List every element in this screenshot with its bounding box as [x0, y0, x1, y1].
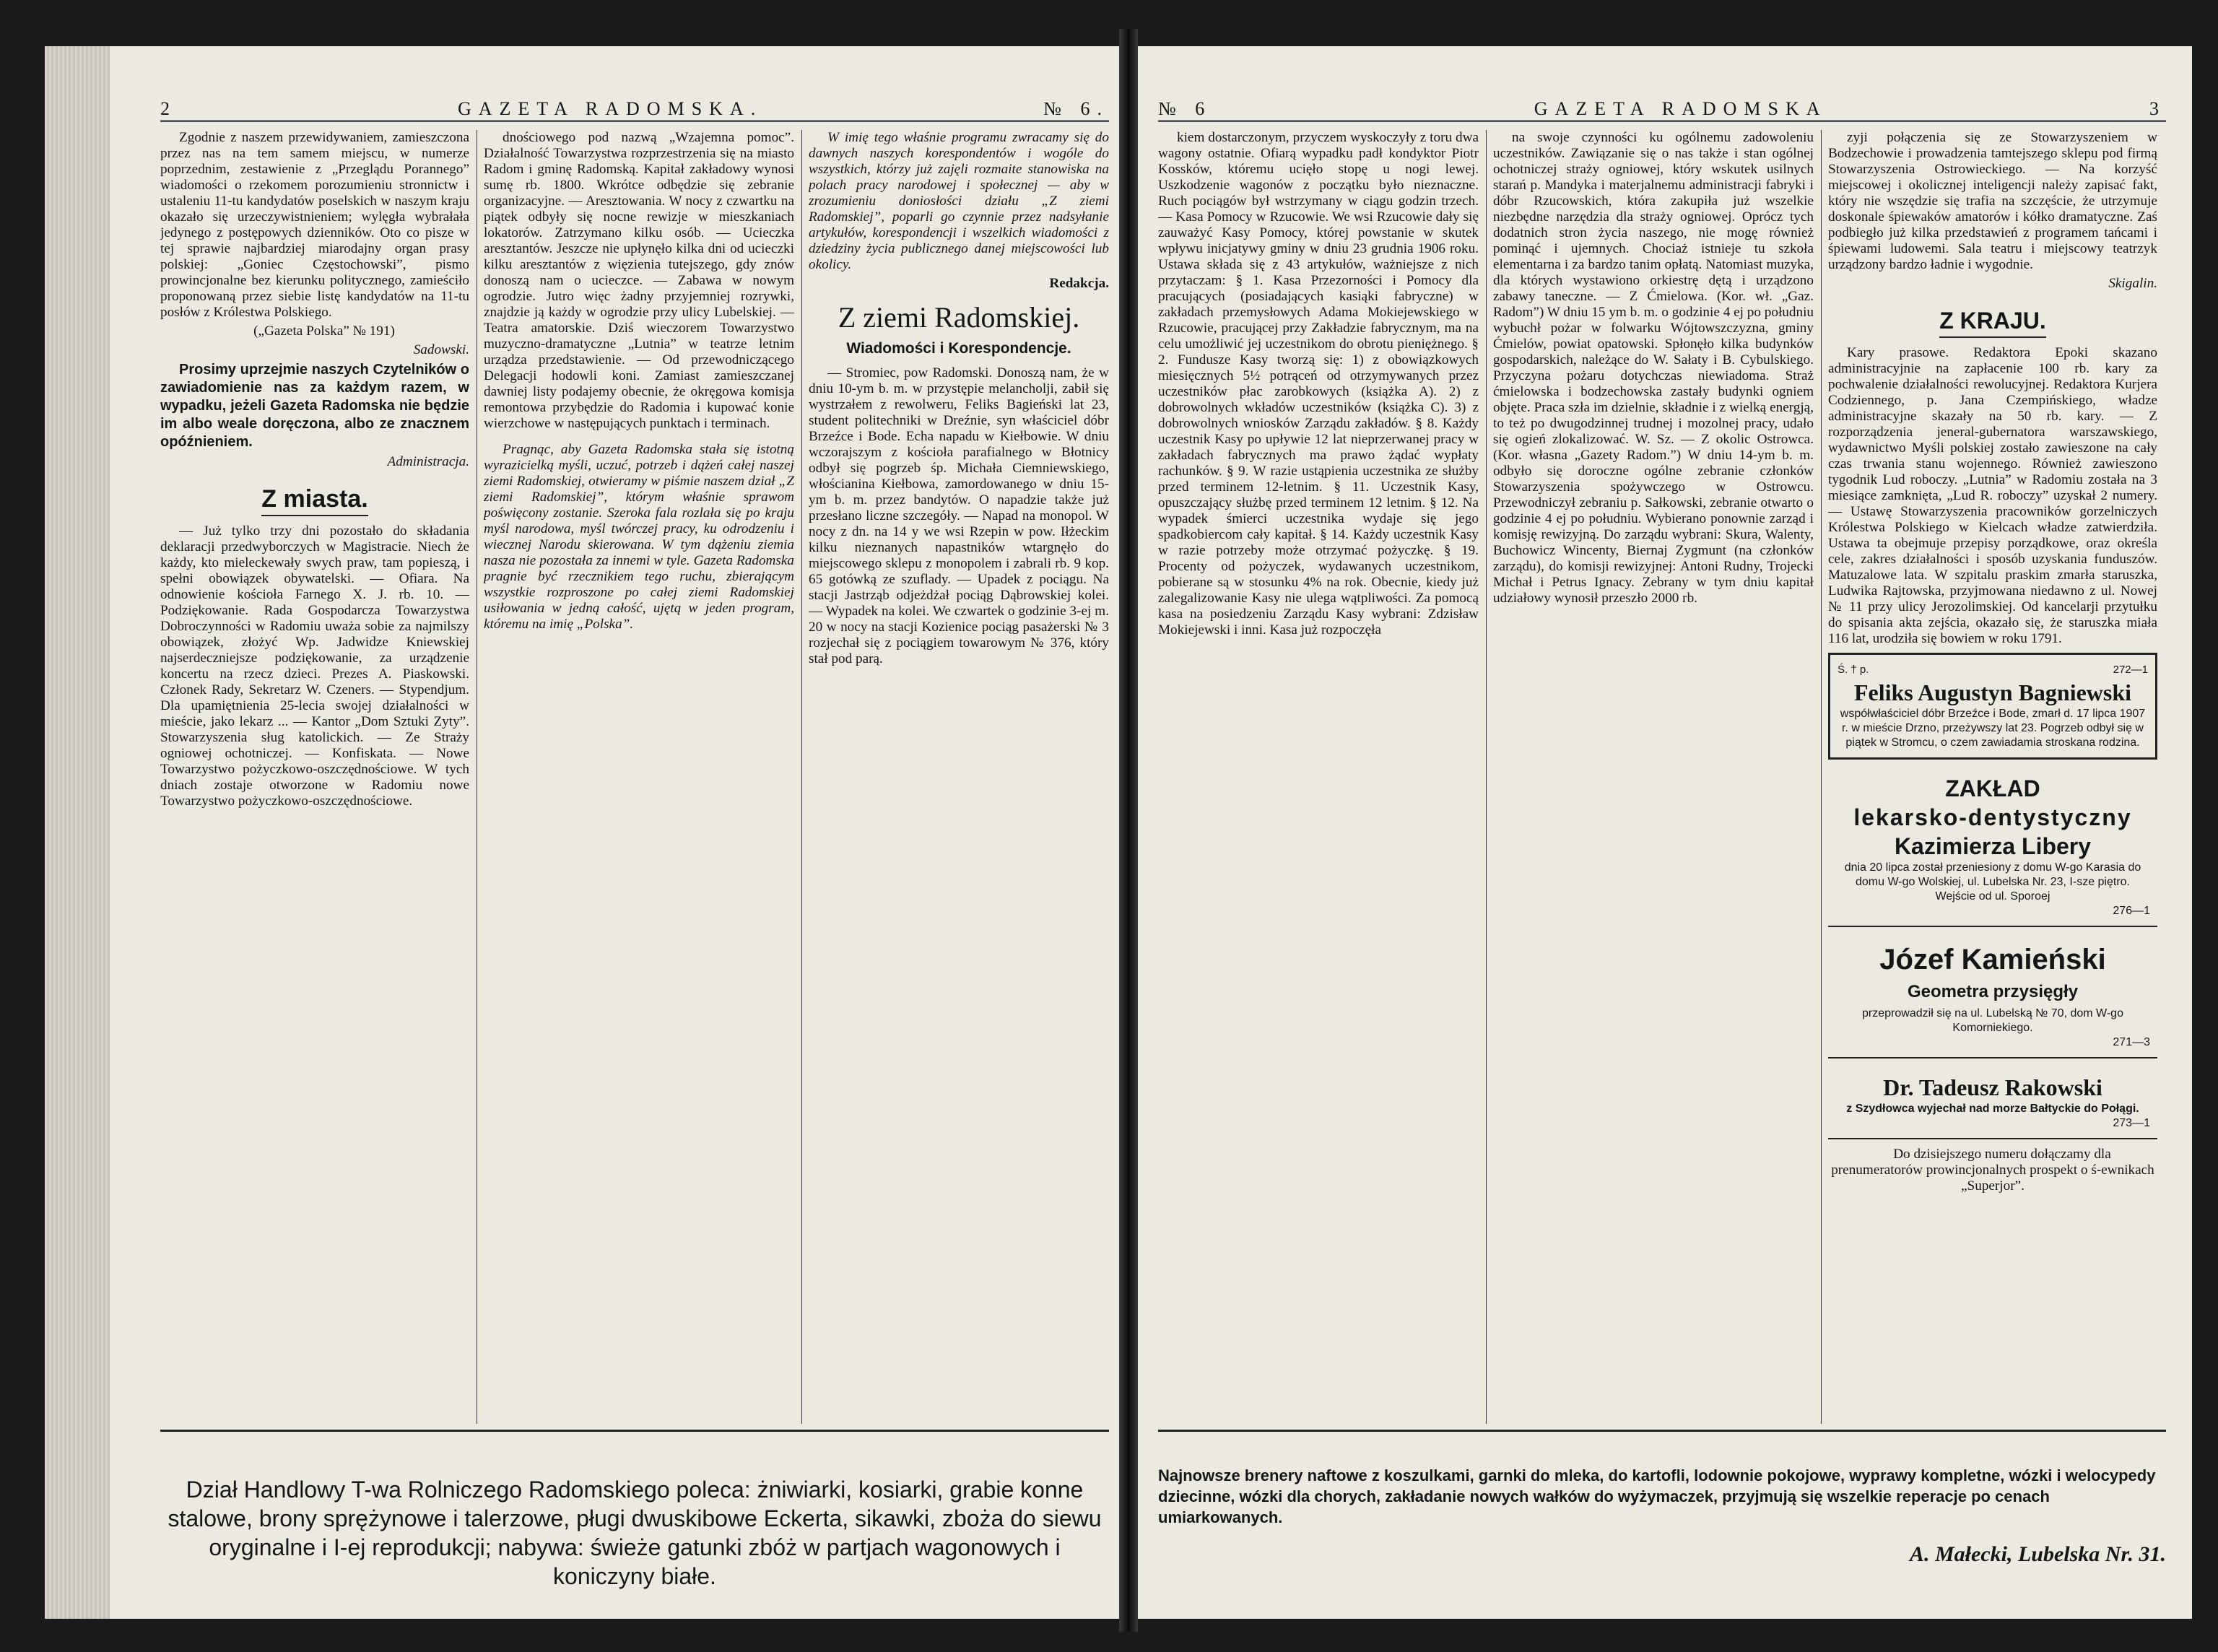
masthead: GAZETA RADOMSKA.	[457, 98, 763, 119]
supplement-note: Do dzisiejszego numeru dołączamy dla prenumeratorów prowincjonalnych prospekt o ś-ewnikach „Superjor”.	[1831, 1147, 2154, 1194]
ad-dentist-number: 276—1	[2113, 905, 2150, 917]
left-column-2	[484, 130, 794, 1424]
advertisement-malecki	[1158, 1430, 2166, 1565]
right-column-1	[1158, 130, 1479, 1424]
right-page	[1138, 46, 2192, 1619]
article-ostrowiec: zyji połączenia się ze Stowarzyszeniem w Bodzechowie i prowadzenia tamtejszego sklepu pod firmą Stowarzyszenia Ostrowieckiego. — Na korzyść miejscowej i okolicznej inteligencji należy zapisać fakt, który nie wszędzie się trafia na szczęście, że utrzymuje doskonale śpiewaków amatorów i kółko dramatyczne. Zaś podbiegło już kilka przedstawień z programem tańcami i śpiewami ludowemi. Sala teatru i miejscowy teatrzyk urządzony bardzo ładnie i wygodnie.	[1828, 130, 2157, 272]
article-local-news: dnościowego pod nazwą „Wzajemna pomoc”. Działalność Towarzystwa rozprzestrzenia się na miasto Radom i gminę Radomską. Kapitał zakładowy wynosi sumę rb. 1800. Wkrótce odbędzie się zebranie organizacyjne. — Aresztowania. W nocy z czwartku na piątek odbyły się nocne rewizje w mieszkaniach lokatorów. Zatrzymano kilku osób. — Ucieczka aresztantów. Jeszcze nie upłynęło kilka dni od ucieczki kilku aresztantów z więzienia tutejszego, gdy znów donoszą nam o ucieczce. — Zabawa w nowym ogrodzie. Jutro więc żadny przyjemniej rozrywki, znajdzie ją każdy w ogrodzie przy ulicy Lubelskiej. — Teatra amatorskie. Dziś wieczorem Towarzystwo muzyczno-dramatyczne „Lutnia” w teatrze letnim urządza przedstawienie. — Od przewodniczącego Delegacji hodowli koni. Zamiast zamieszczanej dawniej listy podajemy obecnie, że okręgowa komisja remontowa przybędzie do Radomia i kupować konie wierzchowe w następujących punktach i terminach.	[484, 130, 794, 431]
issue-number: № 6	[1158, 98, 1212, 119]
right-column-2	[1493, 130, 1814, 1424]
advertisement-signature: A. Małecki, Lubelska Nr. 31.	[1909, 1542, 2166, 1566]
page-number: 3	[2149, 98, 2166, 119]
column-divider	[801, 130, 802, 1424]
left-page-header	[160, 91, 1109, 122]
section-heading-z-kraju: Z KRAJU.	[1939, 305, 2046, 338]
ad-dentist-subtitle: lekarsko-dentystyczny	[1853, 804, 2132, 830]
editorial-signature: Redakcja.	[1049, 276, 1109, 291]
section-heading-z-miasta: Z miasta.	[261, 483, 368, 516]
ad-dentist-text: dnia 20 lipca został przeniesiony z domu W-go Karasia do domu W-go Wolskiej, ul. Lubelska Nr. 23, I-sze piętro. Wejście od ul. Sporoej	[1844, 861, 2141, 903]
page-edge-strip	[45, 46, 110, 1619]
left-column-1	[160, 130, 469, 1424]
obituary-text: współwłaściciel dóbr Brzeźce i Bode, zmarł d. 17 lipca 1907 r. w mieście Drzno, przeżywszy lat 23. Pogrzeb odbył się w piątek w Stromcu, o czem zawiadamia stroskana rodzina.	[1840, 708, 2146, 749]
obituary-prefix: Ś. † p.	[1838, 664, 1869, 676]
column-divider	[1821, 130, 1822, 1424]
ad-doctor-text: z Szydłowca wyjechał nad morze Bałtyckie do Połągi.	[1846, 1103, 2139, 1115]
subscriber-notice: Prosimy uprzejmie naszych Czytelników o zawiadomienie nas za każdym razem, w wypadku, jeżeli Gazeta Radomska nie będzie im albo weale doręczona, albo ze znacznem opóźnieniem.	[160, 362, 469, 450]
ad-geometer-name: Józef Kamieński	[1879, 944, 2106, 975]
ad-dentist-title: ZAKŁAD	[1945, 775, 2040, 801]
right-column-3	[1828, 130, 2157, 1424]
advertisement-dzial-handlowy	[160, 1430, 1109, 1591]
ad-doctor-number: 273—1	[2113, 1117, 2150, 1129]
notice-signature: Administracja.	[387, 454, 469, 469]
ad-doctor	[1828, 1066, 2157, 1139]
left-column-3	[809, 130, 1109, 1424]
article-correspondence-2: na swoje czynności ku ogólnemu zadowoleniu uczestników. Zawiązanie się o nas także i stan ogólnej ochotniczej straży ogniowej, który wskutek usilnych starań p. Mandyka i materjalnemu administracji fabryki i dóbr Rzucowskich, która zakupiła już wszelkie niezbędne narzędzia dla straży ogniowej. Oprócz tych dodatnich stron życia naszego, nie mogę również pominąć i ujemnych. Chociaż istnieje tu szkoła elementarna i za bardzo tanim opłatą. Natomiast muzyka, dla których wystawiono orkiestrę dętą i urządzono zabawy taneczne. — Z Ćmielowa. (Kor. wł. „Gaz. Radom”) W dniu 15 ym b. m. o godzinie 4 ej po południu wybuchł pożar w folwarku Wójtowszczyzna, gminy Ćmielów, powiat opatowski. Spłonęło kilka budynków gospodarskich, należące do W. Sałaty i B. Cybulskiego. Przyczyna pożaru dotychczas niewiadoma. Straż ćmielowska i bodzechowska zastały budynki ogniem objęte. Praca szła im dzielnie, składnie i z wielką energją, to też po dwugodzinnej trudnej i mozolnej pracy, udało się ogień zlokalizować. W. Sz. — Z okolic Ostrowca. (Kor. własna „Gazety Radom.”) W dniu 14-ym b. m. odbyło się doroczne ogólne zebranie członków Stowarzyszenia spożywczego w Ostrowcu. Przewodniczył zebraniu p. Sałkowski, zebranie otwarto o godzinie 4 ej po południu. Wybierano ponownie zarząd i komisję rewizyjną. Do zarządu wybrani: Skura, Walenty, Buchowicz Wincenty, Biernaj Zygmunt (na członków zarządu), do komisji rewizyjnej: Antoni Rudny, Trojecki Michał i Petrus Ignacy. Zebrany w tym dniu kapitał udziałowy wynosił przeszło 2000 rb.	[1493, 130, 1814, 606]
ad-dentist-name: Kazimierza Libery	[1894, 833, 2092, 859]
editorial-appeal: Pragnąc, aby Gazeta Radomska stała się istotną wyrazicielką myśli, uczuć, potrzeb i dążeń całej naszej ziemi Radomskiej, otwieramy w piśmie naszem dział „Z ziemi Radomskiej”, którym właśnie sprawom poświęcony zostanie. Szeroka fala rozlała się po kraju myśl narodowa, myśl twórczej pracy, ku odrodzeniu i wiecznej Narodu skierowana. W tym dążeniu ziemia nasza nie pozostała za innemi w tyle. Gazeta Radomska pragnie być rzecznikiem tego ruchu, zbierającym wszystkie rozproszone po całej ziemi Radomskiej usiłowania w jedną całość, ujętą w jeden program, któremu na imię „Polska”.	[484, 442, 794, 632]
advertisement-text: Najnowsze brenery naftowe z koszulkami, garnki do mleka, do kartofli, lodownie pokojowe, wyprawy kompletne, wózki i welocypedy dziecinne, wózki dla chorych, zakładanie nowych wałków do wyżymaczek, przyjmują się wszelkie reperacje po cenach umiarkowanych.	[1158, 1466, 2156, 1526]
ad-doctor-name: Dr. Tadeusz Rakowski	[1883, 1074, 2102, 1100]
editorial-intro: W imię tego właśnie programu zwracamy się do dawnych naszych korespondentów i wogóle do wszystkich, którzy już zajęli rozmaite stanowiska na polach pracy narodowej i społecznej — aby w zrozumieniu doniosłości działu „Z ziemi Radomskiej”, poparli go czynnie przez nadsyłanie artykułów, korespondencji i wszelkich wiadomości z dziedziny życia publicznego danej miejscowości lub okolicy.	[809, 130, 1109, 272]
section-subheading: Wiadomości i Korespondencje.	[846, 340, 1071, 357]
ad-geometer-text: przeprowadził się na ul. Lubelską № 70, dom W-go Komorniekiego.	[1862, 1007, 2123, 1034]
ad-geometer-number: 271—3	[2113, 1036, 2150, 1048]
advertisement-text: Dział Handlowy T-wa Rolniczego Radomskiego poleca: żniwiarki, kosiarki, grabie konne stalowe, brony sprężynowe i talerzowe, pługi dwuskibowe Eckerta, sikawki, zboża do siewu oryginalne i I-ej reprodukcji; nabywa: świeże gatunki zbóż w partjach wagonowych i koniczyny białe.	[168, 1477, 1102, 1589]
ad-dentist	[1828, 767, 2157, 927]
article-prasa: Zgodnie z naszem przewidywaniem, zamieszczona przez nas na tem samem miejscu, w numerze poprzednim, zestawienie z „Przeglądu Porannego” wiadomości o rzekomem porozumieniu stronnictw i ustaleniu 11-tu kandydatów poselskich w naszym kraju okazało się urzeczywistnieniem; wylęgła wybrałała jedynego z postępowych dzienników. Oto co pisze w tej sprawie najbardziej miarodajny organ prasy polskiej: „Goniec Częstochowski”, pismo prowincjonalne bez kierunku politycznego, zamieściło proponowaną przez siebie listę kandydatów na 11-tu posłów z Królestwa Polskiego.	[160, 130, 469, 320]
quote-signature: Sadowski.	[413, 342, 469, 357]
ad-geometer	[1828, 934, 2157, 1058]
obituary-name: Feliks Augustyn Bagniewski	[1853, 679, 2132, 705]
quote-reference: („Gazeta Polska” № 191)	[253, 323, 395, 339]
obituary-number: 272—1	[2113, 664, 2148, 676]
obituary-box	[1828, 653, 2157, 760]
left-page	[45, 46, 1119, 1619]
article-z-miasta: — Już tylko trzy dni pozostało do składania deklaracji przedwyborczych w Magistracie. Niech że każdy, kto mieleckewały swych praw, tam popieszą, i spełni obowiązek obywatelski. — Ofiara. Na odnowienie kościoła Farnego X. J. rb. 10. — Podziękowanie. Rada Gospodarcza Towarzystwa Dobroczynności w Radomiu uważa sobie za najmilszy obowiązek, złożyć Wp. Jadwidze Kniewskiej najserdeczniejsze podziękowanie, za urządzenie koncertu na rzecz dzieci. Prezes A. Piaskowski. Członek Rady, Sekretarz W. Czeners. — Stypendjum. Dla upamiętnienia 25-lecia swojej działalności w mieście, jako lekarz ... — Kantor „Dom Sztuki Zyty”. Stowarzyszenia sług katolickich. — Ze Straży ogniowej ochotniczej. — Konfiskata. — Nowe Towarzystwo pożyczkowo-oszczędnościowe. W tych dniach zostaje otworzone w Radomiu nowe Towarzystwo pożyczkowo-oszczędnościowe.	[160, 523, 469, 809]
right-page-header	[1158, 91, 2166, 122]
masthead: GAZETA RADOMSKA	[1534, 98, 1827, 119]
section-heading-z-ziemi: Z ziemi Radomskiej.	[838, 301, 1080, 334]
article-z-kraju: Kary prasowe. Redaktora Epoki skazano administracyjnie na zapłacenie 100 rb. kary za pochwalenie działalności rewolucyjnej. Redaktora Kurjera Codziennego, p. Jana Czempińskiego, władze administracyjne skazały na 50 rb. kary. — Z rozporządzenia jeneral-gubernatora warszawskiego, wydawnictwo Myśli polskiej zostało zawieszone na cały czas trwania stanu wojennego. Również zawieszono tygodnik Lud roboczy. „Lutnia” w Radomiu została na 3 miesiące zamknięta, „Lud R. roboczy” uzyskał 2 numery. — Ustawę Stowarzyszenia pracowników gorzelniczych Królestwa Polskiego w Kielcach władze zatwierdziła. Ustawa ta obejmuje przepisy porządkowe, oraz określa cele, zakres działalności i sposób uzyskania funduszów. Matuzalowe lata. W szpitalu praskim zmarła staruszka, Ludwika Rajtowska, przyjmowana niedawno z ul. Nowej № 11 przy ulicy Jerozolimskiej. Od kancelarji przytułku do spisania akta zejścia, okazało się, że staruszka miała 116 lat, urodziła się bowiem w roku 1791.	[1828, 345, 2157, 646]
column-divider	[1486, 130, 1487, 1424]
ad-geometer-subtitle: Geometra przysięgły	[1907, 982, 2079, 1001]
issue-number: № 6.	[1043, 98, 1109, 119]
page-number: 2	[160, 98, 177, 119]
article-kasa-pomocy: kiem dostarczonym, przyczem wyskoczyły z toru dwa wagony ostatnie. Ofiarą wypadku padł kondyktor Piotr Kossków, któremu ucięło stopę u nogi lewej. Uszkodzenie wagonów z początku było nieznaczne. Ruch pociągów był wstrzymany w ciągu godzin trzech. — Kasa Pomocy w Rzucowie. We wsi Rzucowie dały się zauważyć Kasy Pomocy, której powstanie w skutek wpływu inicjatywy gminy w dniu 23 grudnia 1906 roku. Ustawa składa się z 43 artykułów, ważniejsze z nich przytaczam: § 1. Kasa Przezorności i Pomocy dla pracujących (posiadających kasiąki fabryczne) w zakładach przemysłowych Adama Mokiejewskiego w Rzucowie, pracującej przy Zakładzie fabrycznym, ma na celu umożliwić jej uczestnikom do obrotu pieniężnego. § 2. Fundusze Kasy tworzą się: 1) z obowiązkowych miesięcznych 5½ potrąceń od otrzymywanych przez uczestników płac zarobkowych (książka A). 2) z dobrowolnych wkładów uczestników (książka C). 3) z dobrowolnych wniosków Zarządu zakładów. § 8. Każdy uczestnik Kasy po upływie 12 lat nieprzerwanej pracy w zakładach fabrycznych ma prawo żądać wypłaty rachunków. § 9. W razie ustąpienia uczestnika ze służby przed terminem 12-letnim. § 11. Uczestnik Kasy, opuszczający służbę przed terminem 12 letnim. § 12. Na wypadek śmierci uczestnika wydaje się jego spadkobiercom cały kapitał. § 14. Każdy uczestnik Kasy w razie potrzeby może otrzymać pożyczkę. § 19. Procenty od pożyczek, wydawanych uczestnikom, pobierane są w stosunku 4% na rok. Obecnie, kiedy już zalegalizowanie Kasy nie ulega wątpliwości. Za pomocą kasa na posiedzeniu Zarządu Kasy wybrani: Zdzisław Mokiejewski i inni. Kasa już rozpoczęła	[1158, 130, 1479, 638]
article-signature: Skigalin.	[2108, 276, 2157, 291]
article-correspondence: — Stromiec, pow Radomski. Donoszą nam, że w dniu 10-ym b. m. w przystępie melancholji, zabił się wystrzałem z rewolweru, Feliks Bagieński lat 23, student politechniki w Dreźnie, syn właściciel dóbr Brzeźce i Bode. Echa napadu w Kiełbowie. W dniu wczorajszym z kościoła parafialnego w Błotnicy odbył się pogrzeb śp. Michała Ciemniewskiego, włościanina Kiełbowa, zamordowanego w dniu 15-ym b. m. przez bandytów. O napadzie także już przesłano liczne szczegóły. — Napad na monopol. W nocy z dn. na 14 y we wsi Rzepin w pow. Iłżeckim kilku nieznanych napastników wtargnęło do miejscowego sklepu z monopolem i zabrali rb. 9 kop. 65 gotówką ze szuflady. — Upadek z pociągu. Na stacji Jastrząb odjeżdżał pociąg Dąbrowskiej kolei. — Wypadek na kolei. We czwartek o godzinie 3-ej m. 20 w nocy na stacji Kozienice pociąg pasażerski № 3 rozjechał się z pociągiem towarowym № 376, który stał pod parą.	[809, 365, 1109, 666]
book-spine	[1119, 29, 1138, 1632]
